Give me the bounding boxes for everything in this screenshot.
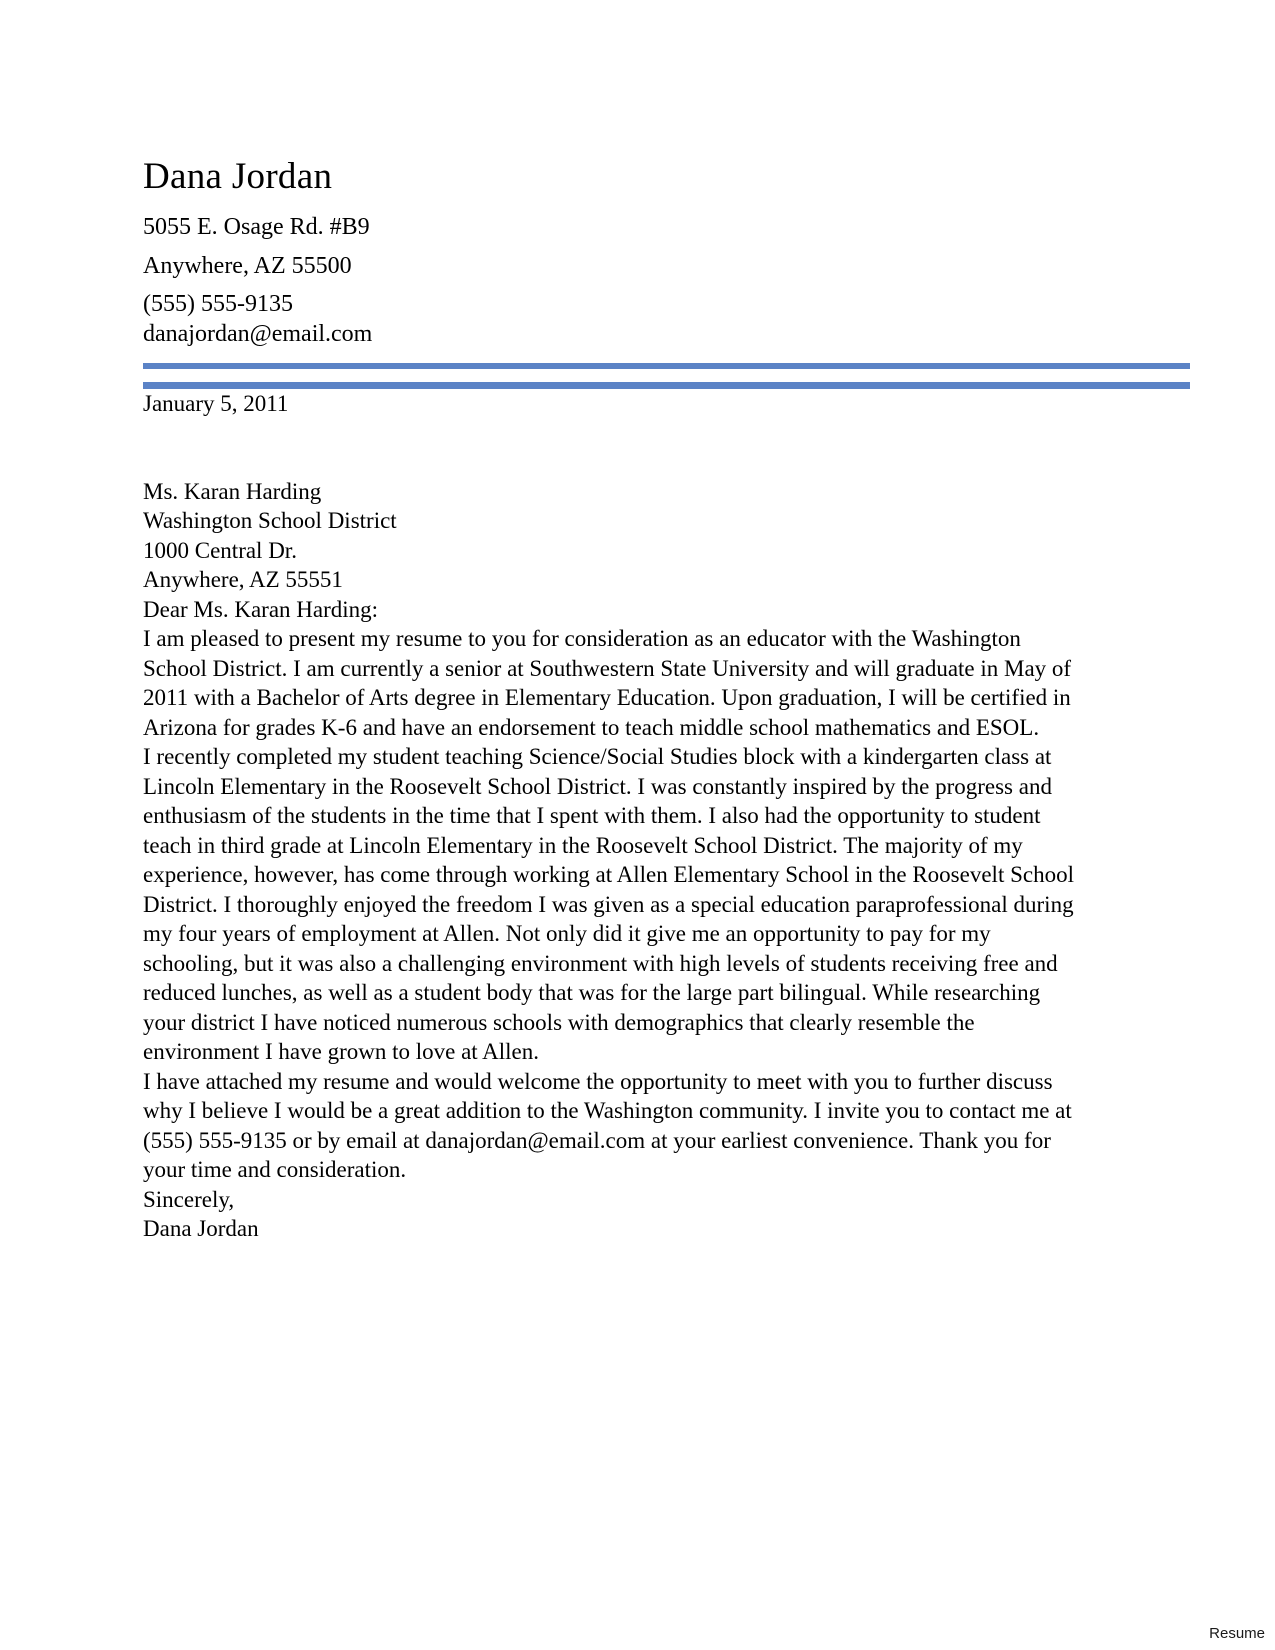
sender-phone: (555) 555-9135	[143, 291, 293, 317]
sender-email: danajordan@email.com	[143, 321, 373, 347]
recipient-address-line1: 1000 Central Dr.	[143, 537, 297, 563]
sender-address-line1: 5055 E. Osage Rd. #B9	[143, 214, 370, 240]
letter-date: January 5, 2011	[143, 391, 289, 416]
recipient-organization: Washington School District	[143, 508, 397, 533]
salutation: Dear Ms. Karan Harding:	[143, 596, 379, 622]
sender-address-line2: Anywhere, AZ 55500	[143, 253, 352, 279]
recipient-address-line2: Anywhere, AZ 55551	[143, 567, 343, 592]
divider-bar-top	[143, 363, 1190, 369]
header-divider	[143, 363, 1190, 389]
divider-bar-bottom	[143, 382, 1190, 389]
footer-resume-label: Resume	[1209, 1625, 1265, 1642]
sender-name: Dana Jordan	[143, 156, 333, 197]
recipient-name: Ms. Karan Harding	[143, 478, 322, 504]
body-paragraph-2: I recently completed my student teaching Science/Social Studies block with a kindergarten class at Lincoln Elementary in the Roosevelt School District. I was constantly inspired by the progress and enthusiasm of the students in the time that I spent with them. I also had the opportunity to student teach in third grade at Lincoln Elementary in the Roosevelt School District. The majority of my experience, however, has come through working at Allen Elementary School in the Roosevelt School District. I thoroughly enjoyed the freedom I was given as a special education paraprofessional during my four years of employment at Allen. Not only did it give me an opportunity to pay for my schooling, but it was also a challenging environment with high levels of students receiving free and reduced lunches, as well as a student body that was for the large part bilingual. While researching your district I have noticed numerous schools with demographics that clearly resemble the environment I have grown to love at Allen.	[143, 744, 1074, 1064]
recipient-block	[143, 477, 1083, 595]
closing: Sincerely,	[143, 1186, 235, 1212]
body-paragraph-1: I am pleased to present my resume to you for consideration as an educator with the Washington School District. I am currently a senior at Southwestern State University and will graduate in May of 2011 with a Bachelor of Arts degree in Elementary Education. Upon graduation, I will be certified in Arizona for grades K-6 and have an endorsement to teach middle school mathematics and ESOL.	[143, 626, 1072, 740]
body-paragraph-3: I have attached my resume and would welcome the opportunity to meet with you to further discuss why I believe I would be a great addition to the Washington community. I invite you to contact me at (555) 555-9135 or by email at danajordan@email.com at your earliest convenience. Thank you for your time and consideration.	[143, 1068, 1072, 1182]
signature-name: Dana Jordan	[143, 1216, 259, 1241]
letter-body	[143, 389, 1083, 1244]
